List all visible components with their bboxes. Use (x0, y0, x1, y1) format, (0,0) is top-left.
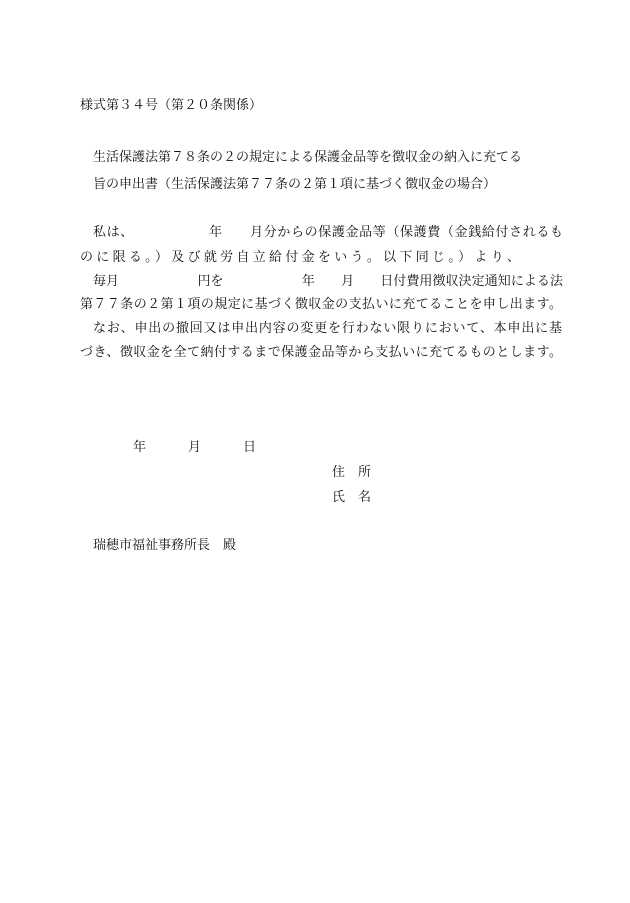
body-text-line-4: 第７７条の２第１項の規定に基づく徴収金の支払いに充てることを申し出ます。 (80, 297, 562, 312)
body-text-line-3: 毎月 円を 年 月 日付費用徴収決定通知による法 (93, 274, 563, 289)
date-line (133, 441, 256, 454)
address-label: 住 所 (332, 465, 372, 480)
body-text-line-1: 私は、 年 月分からの保護金品等（保護費（金銭給付されるも (93, 225, 563, 240)
date-day-label: 日 (243, 440, 257, 455)
body-text-line-6: づき、徴収金を全て納付するまで保護金品等から支払いに充てるものとします。 (80, 345, 562, 360)
body-text-line-5: なお、申出の撤回又は申出内容の変更を行わない限りにおいて、本申出に基 (93, 321, 562, 336)
name-label: 氏 名 (332, 490, 372, 505)
date-month-label: 月 (188, 440, 202, 455)
document-title-line-2: 旨の申出書（生活保護法第７７条の２第１項に基づく徴収金の場合） (93, 177, 497, 192)
body-text-line-2: のに限る。）及び就労自立給付金をいう。以下同じ。）より、 (80, 250, 520, 265)
form-number: 様式第３４号（第２０条関係） (80, 98, 263, 113)
addressee: 瑞穂市福祉事務所長 殿 (93, 538, 237, 553)
document-title-line-1: 生活保護法第７８条の２の規定による保護金品等を徴収金の納入に充てる (93, 150, 523, 165)
date-year-label: 年 (133, 440, 147, 455)
